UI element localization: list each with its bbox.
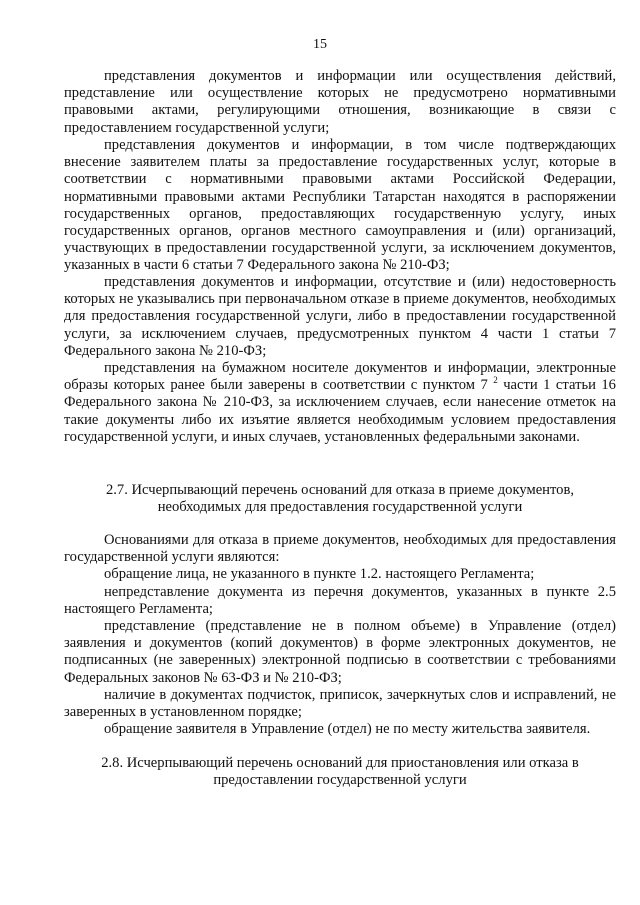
paragraph-8: представление (представление не в полном объеме) в Управление (отдел) заявления и документов (копий документов) в форме электронных документов, не подписанных (не заверенных) электронной подписью в соответствии с требованиями Федеральных законов № 63-ФЗ и № 210-ФЗ;: [64, 618, 616, 686]
paragraph-list-item: [64, 137, 616, 275]
paragraph-list-item: [64, 687, 616, 721]
paragraph-list-item: [64, 68, 616, 137]
paragraph-list-item: [64, 721, 616, 738]
heading-2-8-line-2: предоставлении государственной услуги: [213, 772, 467, 789]
paragraph-list-item: [64, 274, 616, 360]
paragraph-list-item: [64, 584, 616, 618]
paragraph-7: непредставление документа из перечня документов, указанных в пункте 2.5 настоящего Регламента;: [64, 584, 616, 618]
paragraph-list-item: [64, 532, 616, 566]
paragraph-4-part-b: части 1 статьи 16 Федерального закона № 210-ФЗ, за исключением случаев, если нанесение отметок на такие документы либо их изъятие является необходимым условием предоставления государственной услуги, и иных случаев, установленных федеральными законами.: [64, 377, 616, 445]
heading-2-7-line-1: 2.7. Исчерпывающий перечень оснований для отказа в приеме документов,: [105, 482, 575, 498]
paragraph-4: [64, 360, 616, 446]
paragraph-5: Основаниями для отказа в приеме документов, необходимых для предоставления государственной услуги являются:: [64, 532, 616, 566]
paragraph-9: наличие в документах подчисток, приписок, зачеркнутых слов и исправлений, не заверенных в установленном порядке;: [64, 687, 616, 721]
paragraph-6: обращение лица, не указанного в пункте 1.2. настоящего Регламента;: [104, 566, 535, 582]
section-heading-2-8: [64, 755, 616, 789]
paragraph-10: обращение заявителя в Управление (отдел) не по месту жительства заявителя.: [104, 721, 591, 737]
paragraph-list-item: [64, 360, 616, 446]
paragraph-list-item: [64, 566, 616, 583]
paragraph-1: представления документов и информации или осуществления действий, представление или осуществление которых не предусмотрено нормативными правовыми актами, регулирующими отношения, возникающие в связи с предоставлением государственной услуги;: [64, 68, 616, 136]
section-heading-2-7: [64, 482, 616, 516]
heading-2-7-line-2: необходимых для предоставления государственной услуги: [157, 499, 523, 516]
paragraph-2: представления документов и информации, в том числе подтверждающих внесение заявителем платы за предоставление государственных услуг, которые в соответствии с нормативными правовыми актами Российской Федерации, нормативными правовыми актами Республики Татарстан находятся в распоряжении государственных органов, предоставляющих государственную услугу, иных государственных органов, органов местного самоуправления и (или) организаций, участвующих в предоставлении государственной услуги, за исключением документов, указанных в части 6 статьи 7 Федерального закона № 210-ФЗ;: [64, 137, 616, 274]
page-number: 15: [313, 37, 327, 52]
paragraph-4-part-a: представления на бумажном носителе документов и информации, электронные образы которых ранее были заверены в соответствии с пунктом 7: [64, 360, 616, 394]
paragraph-list-item: [64, 618, 616, 687]
superscript: 2: [493, 375, 498, 386]
paragraph-3: представления документов и информации, отсутствие и (или) недостоверность которых не указывались при первоначальном отказе в приеме документов, необходимых для предоставления государственной услуги, либо в предоставлении государственной услуги, за исключением случаев, предусмотренных пунктом 4 части 1 статьи 7 Федерального закона № 210-ФЗ;: [64, 274, 616, 359]
heading-2-8-line-1: 2.8. Исчерпывающий перечень оснований для приостановления или отказа в: [101, 755, 579, 771]
